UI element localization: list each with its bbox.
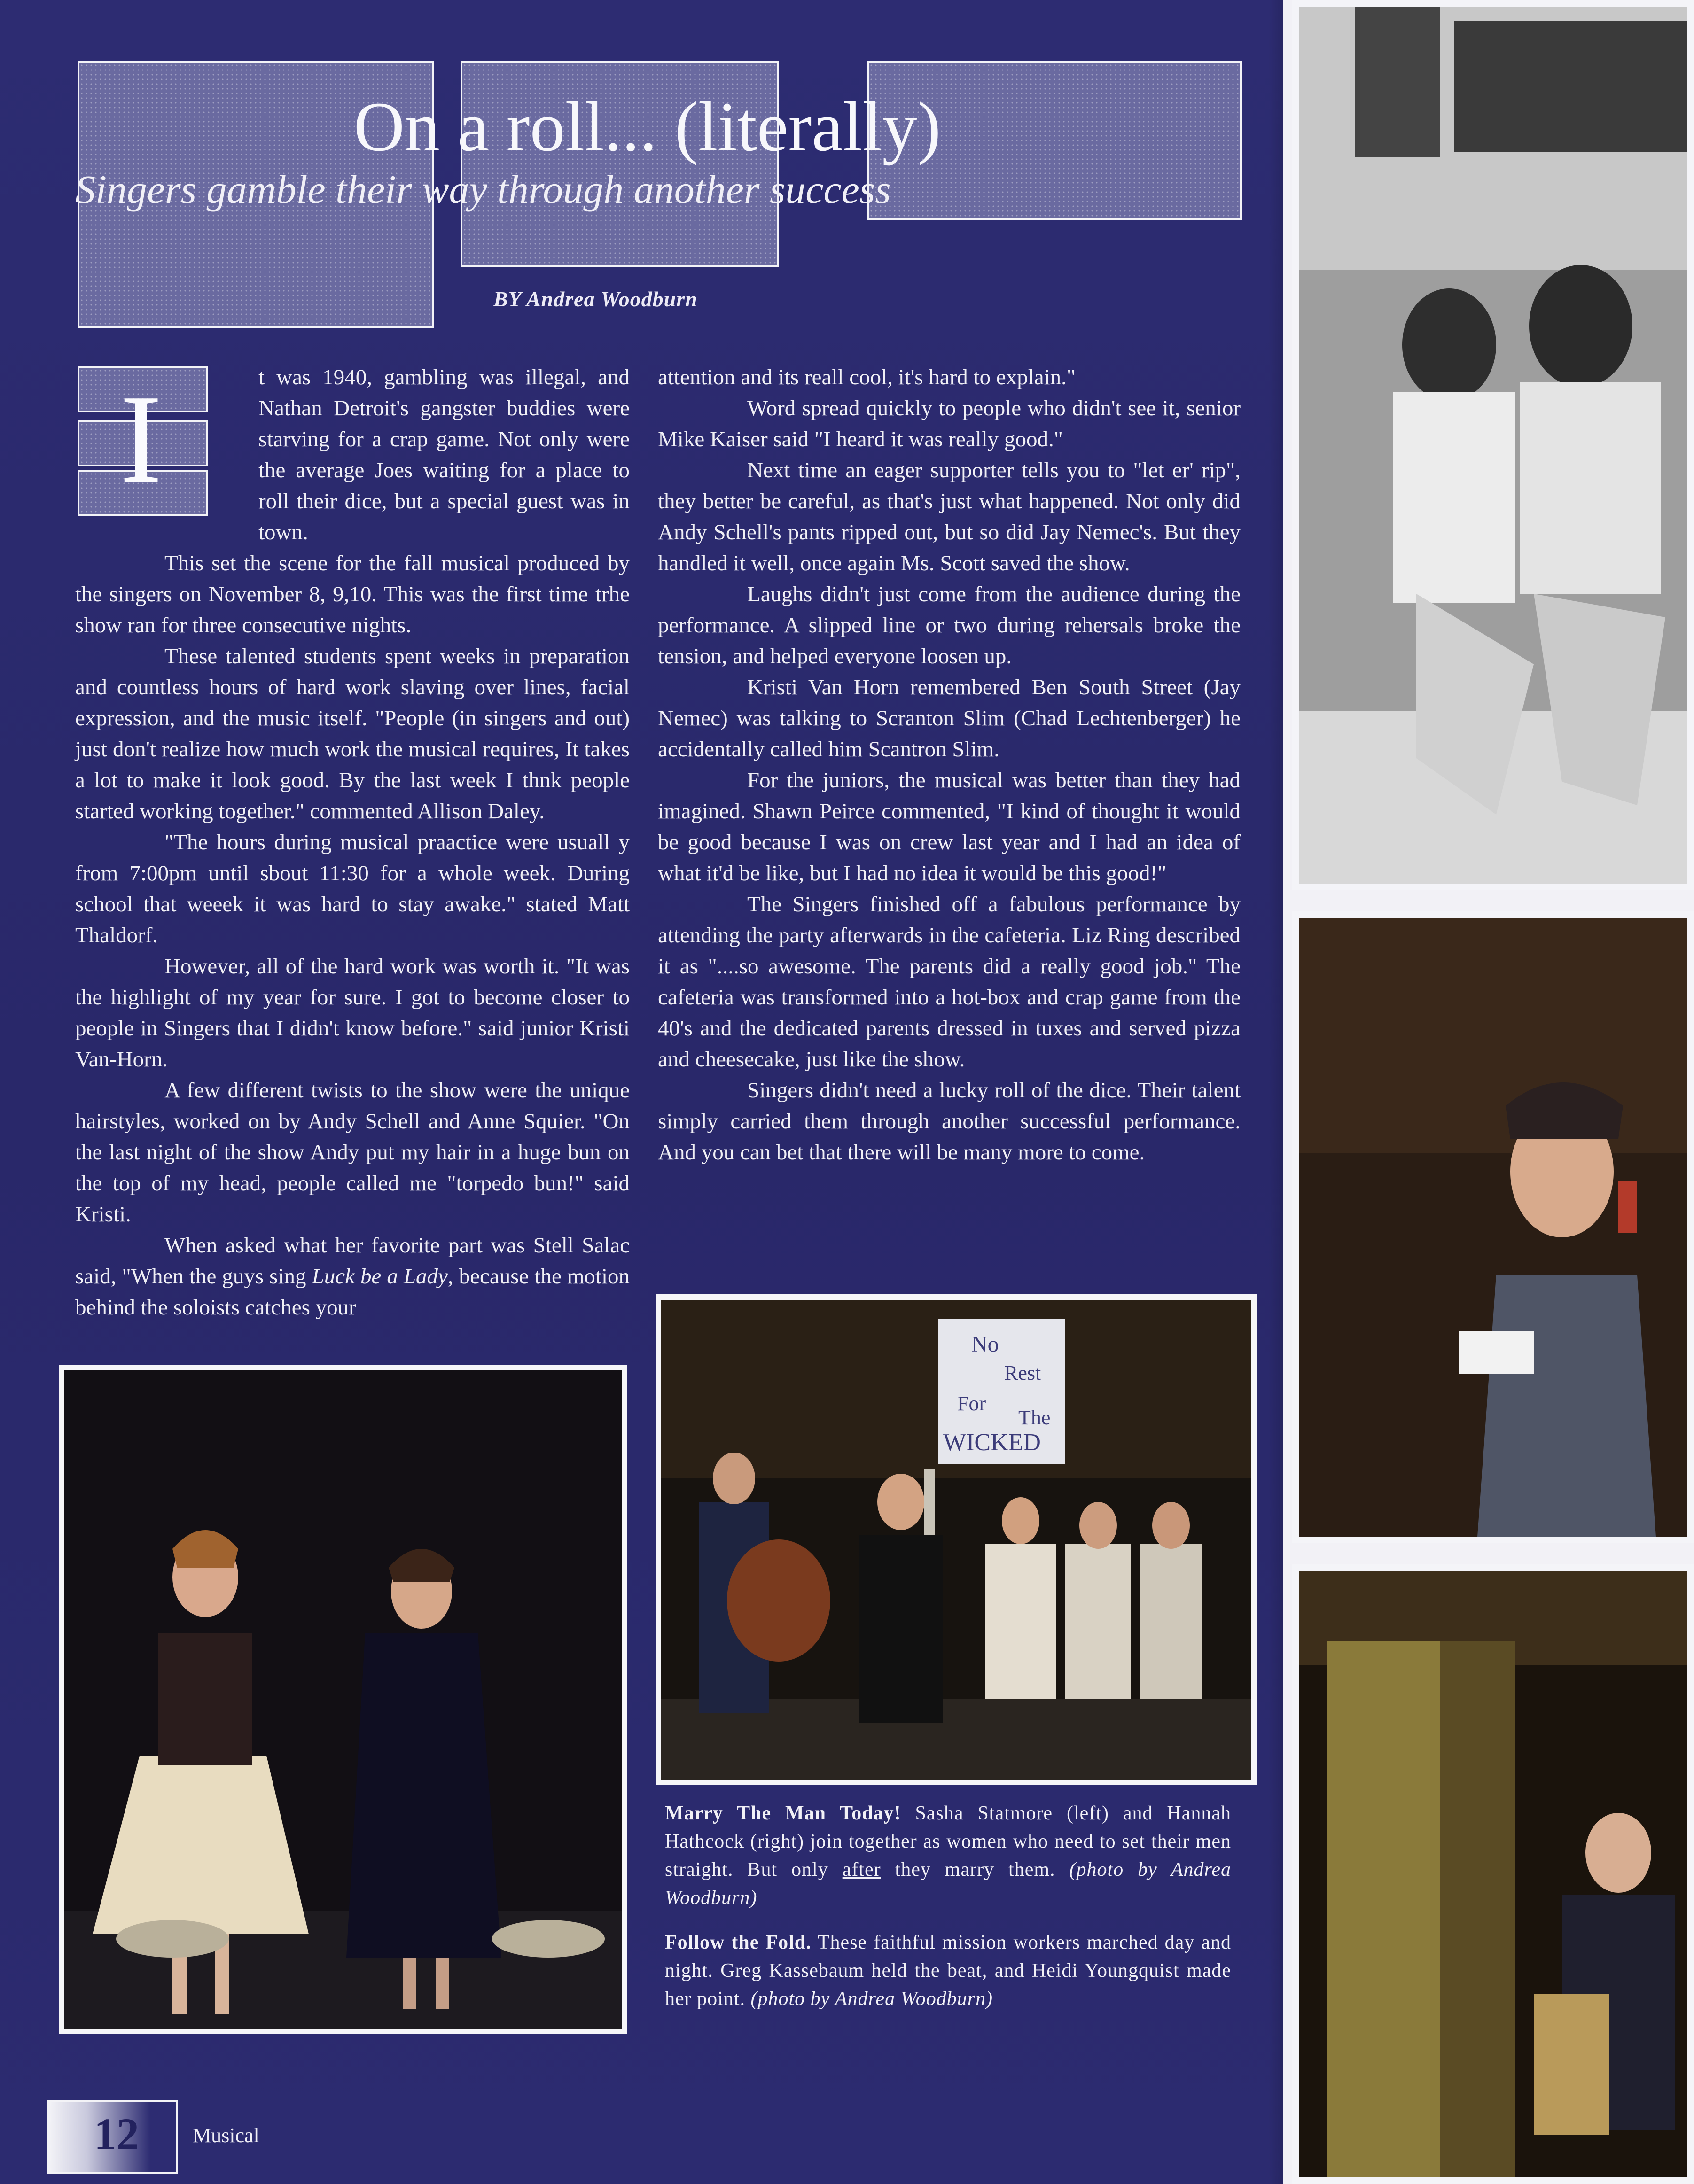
byline: BY Andrea Woodburn (493, 287, 698, 311)
facing-page (1283, 0, 1694, 2184)
drop-cap: I (120, 369, 162, 509)
paragraph: For the juniors, the musical was better than they had imagined. Shawn Peirce commented, "I kind of thought it would be good because I was on crew last year and I had an idea of what it'd be like, but I had no idea it would be this good!" (658, 768, 1241, 886)
paragraph: Word spread quickly to people who didn't see it, senior Mike Kaiser said "I heard it was really good." (658, 396, 1241, 451)
paragraph: The Singers finished off a fabulous performance by attending the party afterwards in the cafeteria. Liz Ring described it as "....so awesome. The parents did a really good job." The cafeteria was transformed into a hot-box and crap game from the 40's and the dedicated parents dressed in tuxes and served pizza and cheesecake, just like the show. (658, 892, 1241, 1072)
sign-text: The (1018, 1406, 1051, 1429)
section-label: Musical (193, 2124, 259, 2147)
article-title: On a roll... (literally) (353, 88, 941, 166)
photo-audience-bw (1292, 0, 1694, 890)
caption-text: Sasha Statmore (left) and Hannah Hathcock (right) join together as women who need to set their men straight. But only (665, 1803, 1231, 1881)
sign-text: For (957, 1392, 986, 1415)
paragraph: attention and its reall cool, it's hard to explain." (658, 365, 1076, 389)
song-title: Luck be a Lady (312, 1264, 448, 1289)
paragraph: A few different twists to the show were the unique hairstyles, worked on by Andy Schell and Anne Squier. "On the last night of the show Andy put my hair in a huge bun on the top of my head, people called me "torpedo bun!" said Kristi. (75, 1078, 630, 1227)
article-subtitle: Singers gamble their way through another success (75, 167, 891, 212)
photo-singer-microphone (1292, 911, 1694, 1543)
paragraph: This set the scene for the fall musical produced by the singers on November 8, 9,10. This was the first time trhe show ran for three consecutive nights. (75, 551, 630, 637)
paragraph: "The hours during musical praactice were usuall y from 7:00pm until sbout 11:30 for a whole week. During school that weeek it was hard to stay awake." stated Matt Thaldorf. (75, 830, 630, 948)
sign-text: WICKED (943, 1429, 1041, 1456)
text-run: When asked what her favorite part was Stell Salac said, "When the guys sing (75, 1233, 630, 1289)
paragraph: Kristi Van Horn remembered Ben South Street (Jay Nemec) was talking to Scranton Slim (Chad Lechtenberger) he accidentally called him Scantron Slim. (658, 675, 1241, 762)
paragraph: These talented students spent weeks in preparation and countless hours of hard work slaving over lines, facial expression, and the music itself. "People (in singers and out) just don't realize how much work the musical requires, It takes a lot to make it look good. By the last week I thnk people started working together." commented Allison Daley. (75, 644, 630, 824)
photo-mission-band (656, 1294, 1257, 1785)
article-column-1 (75, 362, 630, 1323)
photo-two-women (59, 1365, 627, 2034)
caption-title: Marry The Man Today! (665, 1803, 901, 1824)
sign-text: No (971, 1332, 999, 1357)
caption-underline: after (842, 1859, 881, 1881)
paragraph: t was 1940, gambling was illegal, and Nathan Detroit's gangster buddies were starving for a crap game. Not only were the average Joes waiting for a place to roll their dice, but a special guest was in town. (258, 365, 630, 544)
paragraph: Laughs didn't just come from the audience during the performance. A slipped line or two during rehersals broke the tension, and helped everyone loosen up. (658, 582, 1241, 668)
caption-follow-the-fold (665, 1928, 1231, 2013)
photo-credit: (photo by Andrea Woodburn) (665, 1859, 1231, 1909)
caption-text: they marry them. (881, 1859, 1069, 1881)
caption-text: These faithful mission workers marched day and night. Greg Kassebaum held the beat, and Heidi Youngquist made her point. (665, 1932, 1231, 2010)
caption-marry-the-man (665, 1799, 1231, 1912)
paragraph (75, 1230, 630, 1323)
text-run: , because the motion behind the soloists catches your (75, 1264, 630, 1320)
paragraph: Next time an eager supporter tells you to "let er' rip", they better be careful, as that's just what happened. Not only did Andy Schell's pants ripped out, but so did Jay Nemec's. But they handled it well, once again Ms. Scott saved the show. (658, 458, 1241, 575)
photo-stage-man (1292, 1564, 1694, 2184)
paragraph: Singers didn't need a lucky roll of the dice. Their talent simply carried them through another successful performance. And you can bet that there will be many more to come. (658, 1078, 1241, 1165)
photo-credit: (photo by Andrea Woodburn) (750, 1988, 993, 2010)
article-column-2 (658, 362, 1241, 1168)
sign-text: Rest (1004, 1361, 1041, 1384)
paragraph: However, all of the hard work was worth it. "It was the highlight of my year for sure. I got to become closer to people in Singers that I didn't know before." said junior Kristi Van-Horn. (75, 954, 630, 1072)
caption-title: Follow the Fold. (665, 1932, 812, 1953)
page-number: 12 (94, 2109, 139, 2159)
